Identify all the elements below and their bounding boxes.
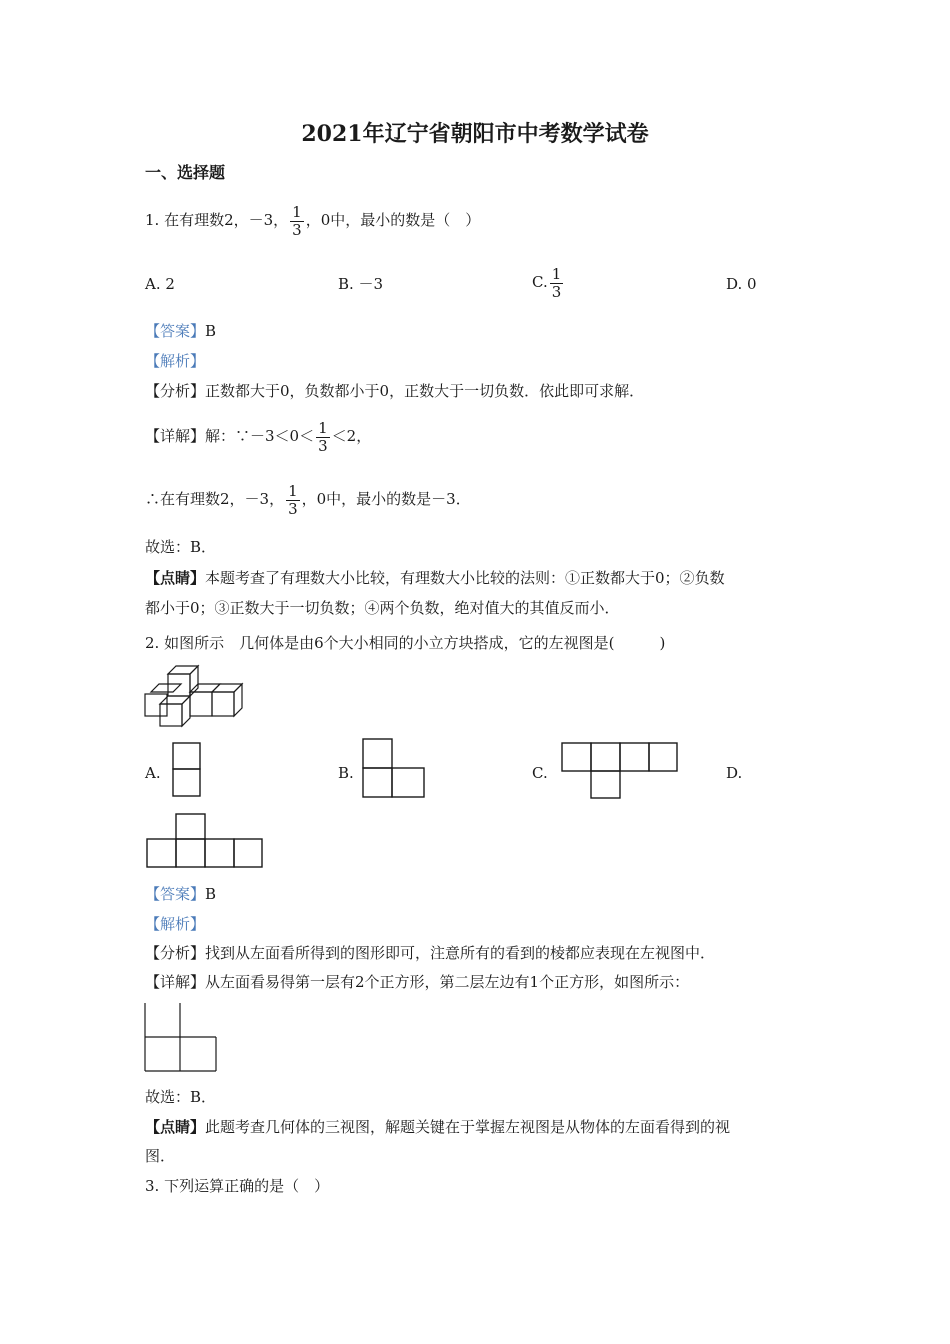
- page-title: 2021年辽宁省朝阳市中考数学试卷: [301, 121, 649, 147]
- q2-jiexi: 【解析】: [145, 915, 206, 933]
- q2-stem: 2. 如图所示 几何体是由6个大小相同的小立方块搭成，它的左视图是( ): [145, 634, 666, 652]
- answer-tag: 【答案】: [145, 885, 206, 903]
- q1-stem-a: 1. 在有理数2，－3，: [145, 211, 289, 229]
- fenxi-text: 正数都大于0，负数都小于0，正数大于一切负数．依此即可求解．: [205, 382, 645, 400]
- answer-value: B: [205, 322, 217, 340]
- dianjing-line-1: 此题考查几何体的三视图，解题关键在于掌握左视图是从物体的左面看得到的视: [205, 1118, 731, 1136]
- q2-option-d-figure: [146, 813, 264, 869]
- q2-label-d: D.: [726, 764, 743, 782]
- q1-option-c-den: 3: [551, 282, 562, 301]
- q1-option-c-prefix: C.: [532, 273, 548, 291]
- therefore-b: ，0中，最小的数是－3．: [301, 490, 471, 508]
- q1-dianjing-line-2: 都小于0；③正数大于一切负数；④两个负数，绝对值大的其值反而小．: [145, 599, 620, 617]
- q2-xiangjie: [145, 972, 689, 992]
- dianjing-tag: 【点睛】: [145, 1118, 206, 1136]
- q2-fenxi: [145, 943, 715, 963]
- q2-dianjing: [145, 1117, 730, 1137]
- q1-dianjing: [145, 568, 725, 588]
- q2-option-b-figure: [362, 738, 428, 800]
- xiangjie-frac-den: 3: [318, 436, 328, 455]
- answer-value: B: [205, 885, 217, 903]
- answer-tag: 【答案】: [145, 322, 206, 340]
- q1-answer: [145, 321, 216, 341]
- fenxi-text: 找到从左面看所得到的图形即可，注意所有的看到的棱都应表现在左视图中．: [205, 944, 716, 962]
- q2-label-c: C.: [532, 764, 548, 782]
- q1-guxuan: 故选：B．: [145, 538, 217, 556]
- q2-option-a-figure: [172, 742, 202, 798]
- q1-option-c-num: 1: [551, 264, 562, 283]
- therefore-frac-num: 1: [288, 481, 298, 500]
- q1-option-b: B. －3: [338, 275, 384, 293]
- section-heading: 一、选择题: [145, 163, 226, 182]
- q1-fraction: [290, 204, 304, 239]
- therefore-frac-den: 3: [288, 499, 298, 518]
- q1-stem-b: ，0中，最小的数是（ ）: [305, 211, 481, 229]
- q1-frac-num: 1: [292, 202, 302, 221]
- xiangjie-b: ＜2，: [331, 427, 372, 445]
- q2-guxuan: 故选：B．: [145, 1088, 217, 1106]
- q1-stem: [145, 198, 480, 242]
- q1-option-a: A. 2: [145, 275, 175, 293]
- xiangjie-tag: 【详解】: [145, 973, 206, 991]
- q2-answer: [145, 884, 216, 904]
- therefore-a: ∴在有理数2，－3，: [145, 490, 285, 508]
- xiangjie-text: 从左面看易得第一层有2个正方形，第二层左边有1个正方形，如图所示：: [205, 973, 690, 991]
- left-view-figure: [144, 1002, 220, 1074]
- fenxi-tag: 【分析】: [145, 944, 206, 962]
- q1-frac-den: 3: [292, 220, 302, 239]
- q2-dianjing-line-2: 图．: [145, 1147, 176, 1165]
- q1-therefore: [145, 477, 471, 521]
- q1-jiexi: 【解析】: [145, 352, 206, 370]
- q2-option-c-figure: [561, 742, 679, 800]
- dianjing-tag: 【点睛】: [145, 569, 206, 587]
- q1-fenxi: [145, 381, 644, 401]
- q2-label-b: B.: [338, 764, 354, 782]
- q1-option-d: D. 0: [726, 275, 757, 293]
- xiangjie-frac-num: 1: [318, 418, 328, 437]
- xiangjie-tag: 【详解】: [145, 427, 206, 445]
- cube-figure: [143, 664, 255, 728]
- dianjing-line-1: 本题考查了有理数大小比较，有理数大小比较的法则：①正数都大于0；②负数: [205, 569, 725, 587]
- q3-stem: 3. 下列运算正确的是（ ）: [145, 1177, 330, 1195]
- q1-xiangjie: [145, 414, 371, 458]
- q1-option-c: [532, 260, 565, 304]
- q2-label-a: A.: [145, 764, 161, 782]
- xiangjie-a: 解：∵－3＜0＜: [205, 427, 315, 445]
- fenxi-tag: 【分析】: [145, 382, 206, 400]
